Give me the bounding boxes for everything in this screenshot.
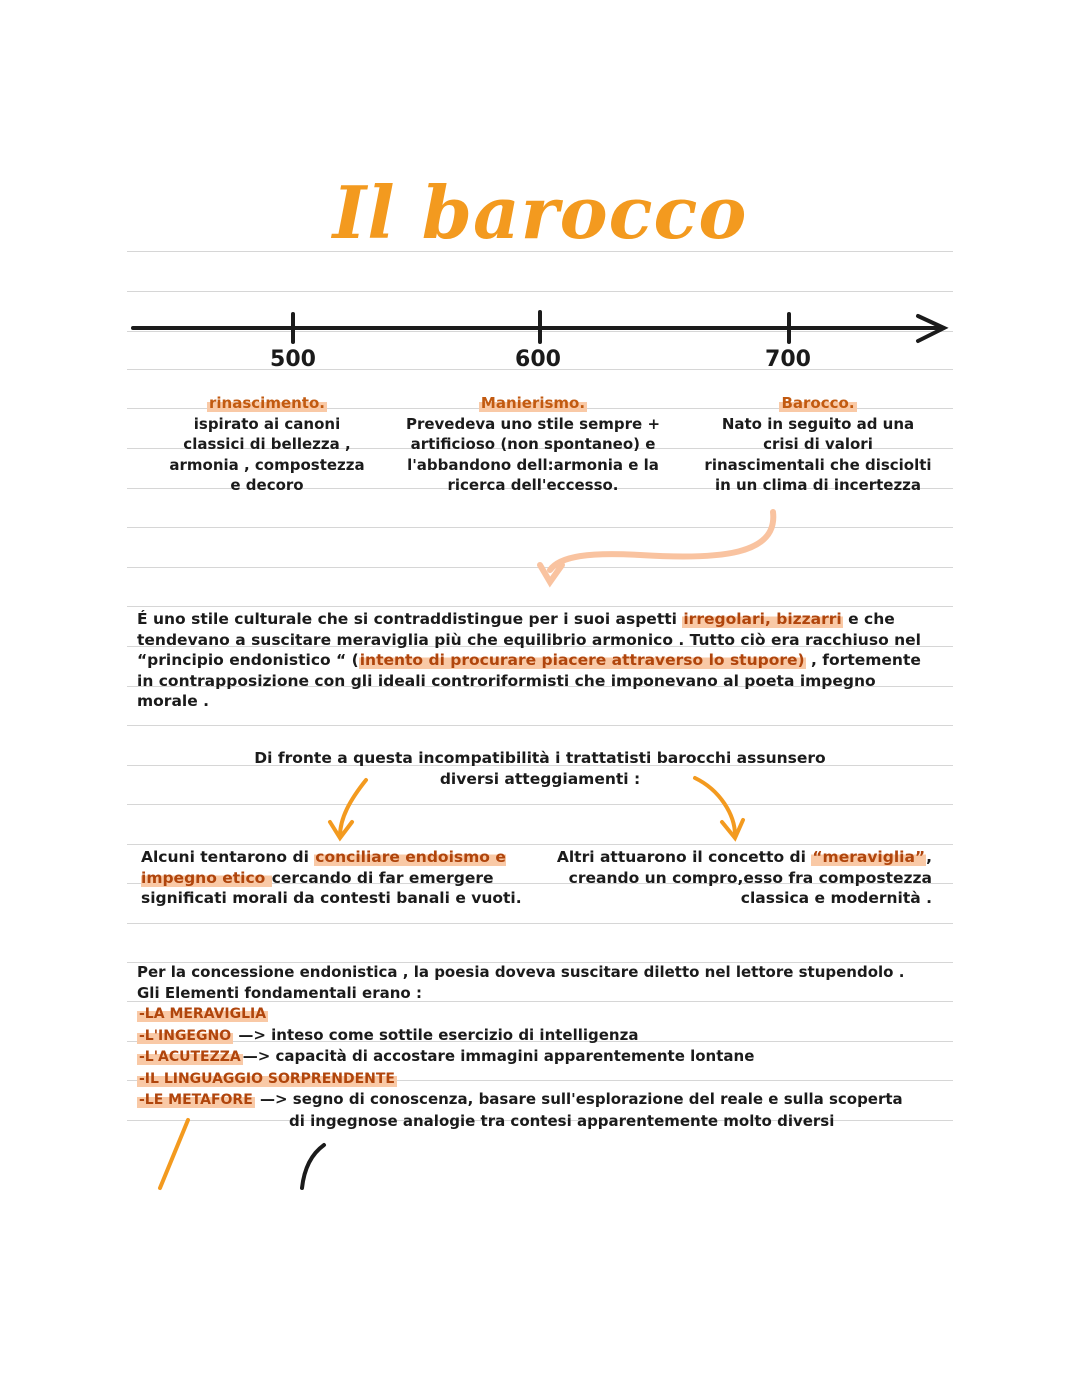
definition-paragraph: [137, 609, 937, 712]
period-line: ispirato ai canoni: [193, 414, 341, 433]
element-item: [137, 1046, 952, 1068]
black-stroke-icon: [302, 1145, 324, 1188]
period-line: Nato in seguito ad una: [721, 414, 915, 433]
element-label: -L'INGEGNO: [139, 1027, 232, 1044]
element-label: -LA MERAVIGLIA: [139, 1006, 267, 1022]
element-desc: —> segno di conoscenza, basare sull'esplorazione del reale e sulla scoperta: [254, 1090, 903, 1108]
incompatibility-note: [180, 748, 900, 789]
highlight: irregolari, bizzarri: [683, 610, 842, 628]
year-600: 600: [515, 347, 561, 372]
element-desc: —> capacità di accostare immagini apparentemente lontane: [242, 1047, 755, 1065]
period-barocco: [688, 393, 948, 496]
year-700: 700: [765, 347, 811, 372]
element-item: [137, 1068, 952, 1090]
elements-intro: Per la concessione endonistica , la poesia doveva suscitare diletto nel lettore stupendolo .: [137, 963, 905, 981]
text-run: Alcuni tentarono di: [141, 848, 315, 866]
timeline-axis: [133, 312, 944, 342]
element-label: -IL LINGUAGGIO SORPRENDENTE: [139, 1070, 395, 1087]
period-line: in un clima di incertezza: [714, 476, 922, 494]
elements-intro: Gli Elementi fondamentali erano :: [137, 983, 422, 1002]
text-run: e che tendevano a suscitare meraviglia più che equilibrio armonico . Tutto ciò era racchiuso nel “principio endonistico “ (: [137, 610, 921, 669]
period-line: rinascimentali che disciolti: [704, 455, 932, 474]
element-label: -L'ACUTEZZA: [139, 1049, 241, 1065]
period-manierismo: [403, 393, 663, 496]
period-line: e decoro: [230, 476, 304, 494]
period-name: Manierismo.: [480, 394, 586, 412]
page-title: Il barocco: [332, 170, 748, 255]
period-line: ricerca dell'eccesso.: [447, 476, 619, 494]
right-branch: [552, 847, 932, 909]
element-desc-continued: di ingegnose analogie tra contesi apparentemente molto diversi: [289, 1111, 835, 1130]
period-line: crisi di valori: [763, 435, 873, 453]
year-500: 500: [270, 347, 316, 372]
elements-section: [137, 962, 952, 1131]
note-line: Di fronte a questa incompatibilità i trattatisti barocchi assunsero: [254, 749, 826, 767]
period-line: armonia , compostezza: [169, 455, 365, 474]
period-name: Barocco.: [781, 394, 855, 412]
element-desc: —> inteso come sottile esercizio di intelligenza: [233, 1025, 639, 1044]
highlight: “meraviglia”: [812, 848, 926, 866]
text-run: cercando di far emergere significati morali da contesti banali e vuoti.: [141, 868, 522, 907]
period-name: rinascimento.: [209, 394, 325, 412]
text-run: , fortemente in contrapposizione con gli ideali controriformisti che imponevano al poeta impegno morale .: [137, 651, 921, 710]
element-item: [137, 1003, 952, 1025]
left-branch: [141, 847, 531, 909]
highlight: intento di procurare piacere attraverso lo stupore): [359, 651, 805, 669]
period-line: l'abbandono dell:armonia e la: [407, 455, 659, 474]
highlight: conciliare endoismo e impegno etico: [141, 848, 506, 887]
period-line: artificioso (non spontaneo) e: [410, 435, 656, 453]
element-label: -LE METAFORE: [139, 1092, 253, 1108]
note-line: diversi atteggiamenti :: [439, 769, 641, 788]
text-run: É uno stile culturale che si contraddistingue per i suoi aspetti: [137, 610, 683, 628]
element-item: [137, 1089, 952, 1111]
period-line: classici di bellezza ,: [183, 435, 351, 453]
curved-arrow-icon: [540, 512, 773, 582]
period-rinascimento: [137, 393, 397, 496]
text-run: , creando un compro,esso fra compostezza classica e modernità .: [568, 848, 932, 907]
text-run: Altri attuarono il concetto di: [556, 848, 812, 866]
period-line: Prevedeva uno stile sempre +: [405, 414, 661, 433]
element-item: [137, 1025, 952, 1047]
